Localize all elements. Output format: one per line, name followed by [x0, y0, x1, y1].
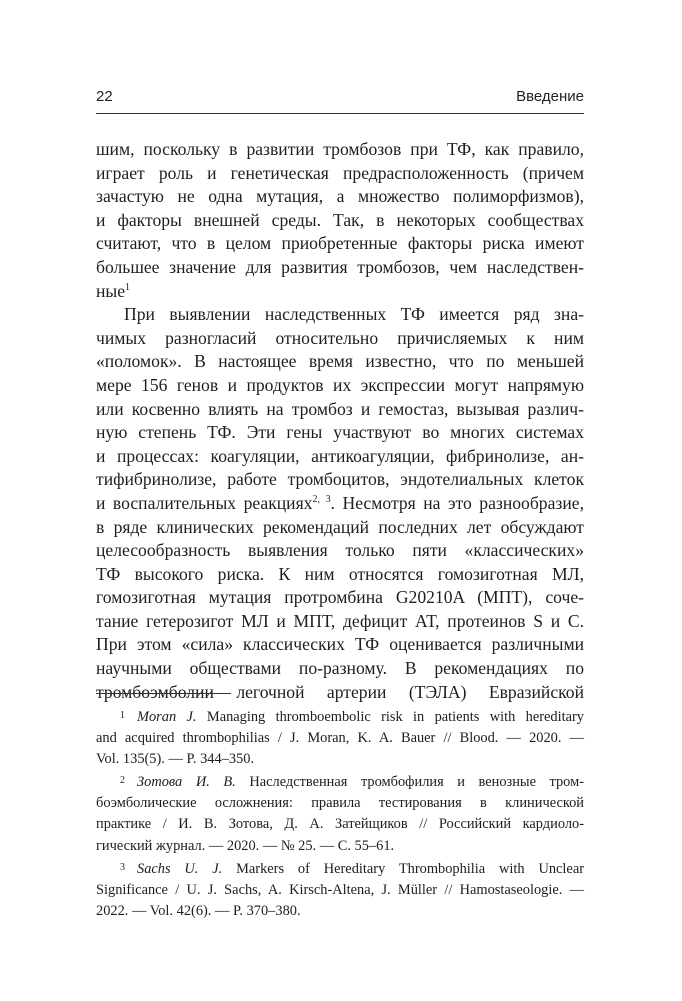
footnote-ref: 1 — [125, 281, 131, 293]
text-line: и факторы внешней среды. Так, в некоторых сообществах — [96, 209, 584, 230]
footnotes — [96, 705, 584, 922]
footnote-author: Moran J. — [137, 709, 197, 725]
footnote-line — [96, 857, 584, 880]
footnote-rule — [96, 693, 231, 694]
paragraph-start-line: При выявлении наследственных ТФ имеется ряд зна- — [124, 304, 584, 325]
footnote-line: and acquired thrombophilias / J. Moran, K. A. Bauer // Blood. — 2020. — — [96, 730, 584, 747]
footnote-number: 2 — [120, 775, 125, 787]
footnote-line: боэмболические осложнения: правила тестирования в клинической — [96, 795, 584, 812]
header-rule — [96, 113, 584, 114]
text-line: ТФ высокого риска. К ним относятся гомозиготная МЛ, — [96, 563, 584, 584]
footnote-ref: 2, 3 — [312, 494, 331, 506]
text-line — [96, 492, 584, 516]
footnote-text: Наследственная тромбофилия и венозные тром- — [249, 774, 584, 791]
footnote-number: 3 — [120, 861, 125, 873]
text-line: большее значение для развития тромбозов, чем наследствен- — [96, 256, 584, 277]
footnote-text: Managing thromboembolic risk in patients with hereditary — [206, 709, 584, 725]
footnote — [96, 857, 584, 922]
text-line: и процессах: коагуляции, антикоагуляции, фибринолизе, ан- — [96, 445, 584, 466]
footnote-line — [96, 705, 584, 728]
text-line: считают, что в целом приобретенные факторы риска имеют — [96, 233, 584, 254]
text-line: гомозиготная мутация протромбина G20210A (МПТ), соче- — [96, 587, 584, 608]
section-title: Введение — [516, 88, 584, 105]
text-line: тромбоэмболии легочной артерии (ТЭЛА) Евразийской — [96, 681, 584, 702]
text-fragment: и воспалительных реакциях — [96, 492, 313, 513]
main-text — [96, 138, 584, 704]
footnote-line: Vol. 135(5). — P. 344–350. — [96, 751, 255, 768]
text-fragment: ные — [96, 280, 126, 301]
text-line: чимых разногласий относительно причисляемых к ним — [96, 327, 584, 348]
footnote-line: практике / И. В. Зотова, Д. А. Затейщиков // Российский кардиоло- — [96, 816, 584, 833]
text-fragment: . Несмотря на это разнообразие, — [330, 492, 584, 513]
text-line: При этом «сила» классических ТФ оценивается различными — [96, 634, 584, 655]
text-line: ную степень ТФ. Эти гены участвуют во многих системах — [96, 422, 584, 443]
text-line: «поломок». В настоящее время известно, что по меньшей — [96, 351, 584, 372]
footnote-line: 2022. — Vol. 42(6). — P. 370–380. — [96, 902, 301, 919]
text-line: шим, поскольку в развитии тромбозов при ТФ, как правило, — [96, 139, 584, 159]
text-line — [96, 280, 584, 304]
footnote-text: Markers of Hereditary Thrombophilia with Unclear — [236, 860, 584, 877]
text-line: зачастую не одна мутация, а множество полиморфизмов), — [96, 186, 584, 207]
page-number: 22 — [96, 88, 113, 105]
footnote — [96, 770, 584, 856]
footnote-line: Significance / U. J. Sachs, A. Kirsch-Altena, J. Müller // Hamostaseologie. — — [96, 881, 584, 898]
text-line: целесообразность выявления только пяти «классических» — [96, 540, 584, 561]
text-line: или косвенно влиять на тромбоз и гемостаз, вызывая различ- — [96, 398, 584, 419]
footnote-author: Sachs U. J. — [137, 860, 223, 877]
text-line: тание гетерозигот МЛ и МПТ, дефицит АТ, протеинов S и C. — [96, 610, 584, 631]
text-line: играет роль и генетическая предрасположенность (причем — [96, 162, 584, 183]
text-line: тифибринолизе, работе тромбоцитов, эндотелиальных клеток — [96, 469, 584, 490]
footnote — [96, 705, 584, 770]
footnote-number: 1 — [120, 710, 125, 721]
footnote-author: Зотова И. В. — [137, 774, 236, 791]
footnote-line: гический журнал. — 2020. — № 25. — С. 55–61. — [96, 837, 395, 854]
text-line: научными обществами по-разному. В рекомендациях по — [96, 658, 584, 679]
text-line: в ряде клинических рекомендаций последних лет обсуждают — [96, 516, 584, 537]
footnote-line — [96, 770, 584, 793]
text-line: мере 156 генов и продуктов их экспрессии могут напрямую — [96, 374, 584, 395]
